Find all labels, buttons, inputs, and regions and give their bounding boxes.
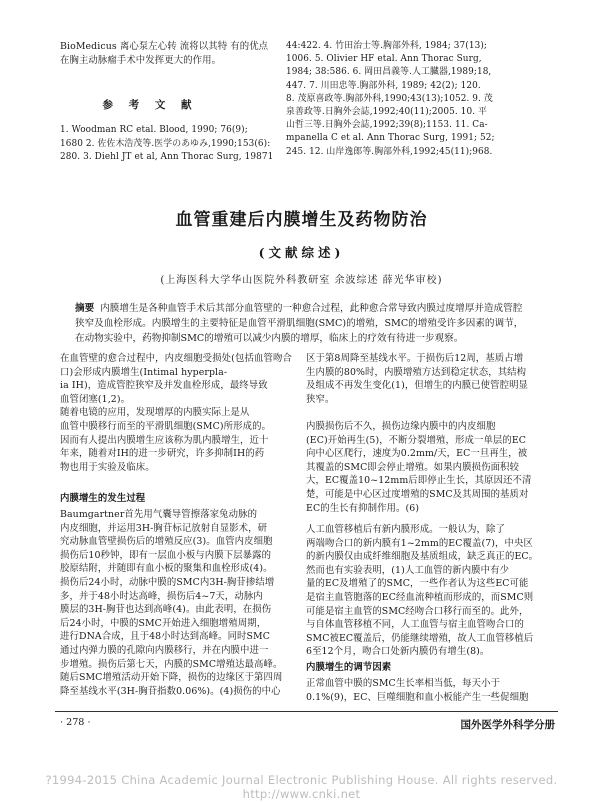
abstract-label: 摘要: [75, 303, 95, 314]
right-column-para-3: 人工血管移植后有新内膜形成。一般认为，除了 两端吻合口的新内膜有1~2mm的EC覆盖(7)，中央区 的新内膜仅由成纤维细胞及基质组成，缺乏真正的EC。 然而也有实验表明，(1)人工血管的新内膜中有少 量的EC及增殖了的SMC，一些作者认为这些EC可能 是宿主血管胞落的EC经血流种植而形成的，而SMC则 可能是宿主血管的SMC经吻合口移行而至的。此外， 与自体血管移植不同，人工血管与宿主血管吻合口的 SMC被EC覆盖后，仍能继续增殖，故人工血管移植后 6至12个月，吻合口处新内膜仍有增生(8)。: [306, 524, 539, 658]
left-column-body: Baumgartner首先用气囊导管擦落家兔动脉的 内皮细胞，并运用3H-胸苷标记放射自显影术，研 究动脉血管壁损伤后的增殖反应(3)。血管内皮细胞 损伤后10秒钟，即有一层血小板与内膜下层暴露的 胶原结附，并随即有血小板的聚集和血栓形成(4)。 损伤后24小时，动脉中膜的SMC内3H-胸苷掺结增 多，并于48小时达高峰，损伤后4~7天，动脉内 膜层的3H-胸苷也达到高峰(4)。由此表明，在损伤 后24小时，中膜的SMC开始进入细胞增殖周期， 进行DNA合成，且于48小时达到高峰。同时SMC 通过内弹力膜的孔隙向内膜移行，并在内膜中进一 步增殖。损伤后第七天，内膜的SMC增殖达最高峰。 随后SMC增殖活动开始下降，损伤的边缘区于第四周 降至基线水平(3H-胸苷指数0.06%)。(4)损伤的中心: [60, 509, 283, 697]
page-number: · 278 ·: [60, 717, 91, 728]
left-column-intro: 在血管壁的愈合过程中，内皮细胞受损处(包括血管吻合口)会形成内膜增生(Intimal hyperpla- ia IH)，造成管腔狭窄及并发血栓形成，最终导致 血管闭塞(1,2)。 随着电镜的应用，发现增厚的内膜实际上是从 血管中膜移行而至的平滑肌细胞(SMC)所形成的。 因而有人提出内膜增生应该称为肌内膜增生，近十 年来，随着对IH的进一步研究，许多抑制IH的药 物也用于实验及临床。: [60, 353, 292, 473]
article-title: 血管重建后内膜增生及药物防治: [175, 210, 428, 230]
copyright-watermark: ?1994-2015 China Academic Journal Electronic Publishing House. All rights reserved. http://www.cnki.net: [45, 773, 558, 801]
footer-rule: [55, 711, 558, 712]
affiliation: (上海医科大学华山医院外科教研室 余波综述 薛光华审校): [160, 275, 443, 286]
journal-name: 国外医学外科学分册: [460, 719, 555, 731]
right-section-heading: 内膜增生的调节因素: [306, 662, 392, 673]
abstract: [75, 301, 527, 346]
references-right: 44:422. 4. 竹田治士等.胸部外科, 1984; 37(13); 1006. 5. Olivier HF etal. Ann Thorac Surg, 1984; 38:586. 6. 岡田昌義等.人工臓器,1989;18, 447. 7. 川田忠等.胸部外科, 1989; 42(2); 120. 8. 茂原喜政等.胸部外科,1990;43(13);1052. 9. 茂 泉善政等.日胸外会誌,1992;40(11);2005. 10. 平 山哲三等.日胸外会誌,1992;39(8);1153. 11. Ca- mpanella C et al. Ann Thorac Surg, 1991; 52; 245. 12. 山岸逸郎等.胸部外科,1992;45(11);968.: [286, 41, 495, 157]
left-section-heading: 内膜增生的发生过程: [60, 493, 146, 504]
article-subtitle: (文献综述): [258, 245, 345, 260]
references-heading: 参 考 文 献: [102, 99, 198, 111]
references-left: 1. Woodman RC etal. Blood, 1990; 76(9); 1680 2. 佐佐木浩茂等.医学のあゆみ,1990;153(6): 280. 3. Diehl JT et al, Ann Thorac Surg, 19871: [60, 125, 274, 163]
top-paragraph: BioMedicus 离心泵左心转 流将以其特 有的优点 在胸主动脉瘤手术中发挥更大的作用。: [60, 41, 269, 66]
abstract-text: 内膜增生是各种血管手术后其部分血管壁的一种愈合过程，此种愈合常导致内膜过度增厚并造成管腔狭窄及血栓形成。内膜增生的主要特征是血管平滑肌细胞(SMC)的增殖，SMC的增殖受许多因素的调节，在动物实验中，药物抑制SMC的增殖可以减少内膜的增厚，临床上的疗效有待进一步观察。: [75, 303, 524, 344]
right-column-para-4: 正常血管中膜的SMC生长率相当低，每天小于 0.1%(9)，EC、巨噬细胞和血小板能产生一些促细胞: [306, 678, 529, 703]
right-column-para-1: 区于第8周降至基线水平。于损伤后12周，基质占增 生内膜的80%时，内膜增殖方达到稳定状态，其结构 及组成不再发生变化(1)，但增生的内膜已使管腔明显 狭窄。: [306, 353, 529, 405]
right-column-para-2: 内膜损伤后不久，损伤边缘内膜中的内皮细胞 (EC)开始再生(5)，不断分裂增殖，形成一单层的EC 向中心区爬行，速度为0.2mm/天，EC一旦再生，被 其覆盖的SMC即会停止增殖。如果内膜损伤面积较 大，EC覆盖10~12mm后即停止生长，其原因还不清 楚，可能是中心区过度增殖的SMC及其周围的基质对 EC的生长有抑制作用。(6): [306, 421, 532, 514]
